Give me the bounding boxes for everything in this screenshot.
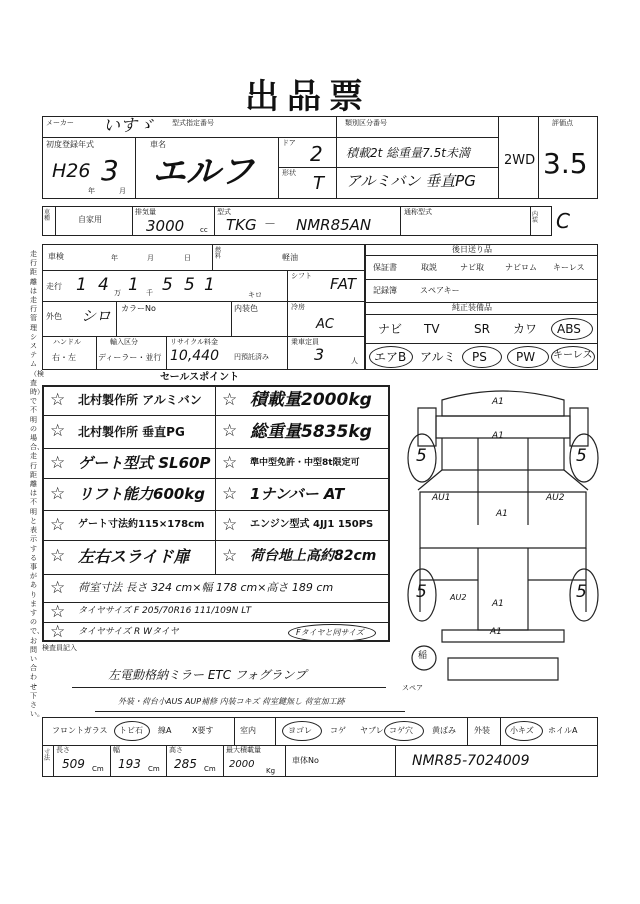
sales-point: エンジン型式 4JJ1 150PS <box>250 519 374 530</box>
mileage-digit: 1 <box>76 275 87 295</box>
sales-point: 北村製作所 垂直PG <box>78 425 185 439</box>
star-icon: ☆ <box>222 453 238 473</box>
cc-unit: cc <box>200 226 208 234</box>
equipment-item: PS <box>472 350 487 364</box>
load-spec: 積載2t 総重量7.5t未満 <box>346 146 470 160</box>
mileage-label: 走行 <box>46 282 62 291</box>
interior-cond-label: 室内 <box>240 726 256 735</box>
damage-mark: 5 <box>416 446 427 466</box>
later-items-title: 後日送り品 <box>452 245 492 254</box>
later-item: 保証書 <box>373 263 397 272</box>
capacity-value: 3 <box>314 345 325 364</box>
color-no-label: カラーNo <box>121 304 156 313</box>
capacity-label: 乗車定員 <box>291 338 319 346</box>
year-unit: 年 <box>88 187 95 195</box>
condition-notes: 外装・荷台小AUS AUP補修 内装コキズ 荷室鍵無し 荷室加工跡 <box>118 697 345 706</box>
door-label: ドア <box>282 139 296 147</box>
model-code-label: 型式指定番号 <box>172 119 214 127</box>
displacement-label: 排気量 <box>135 208 156 216</box>
km-unit: キロ <box>248 291 262 299</box>
category-code-label: 類別区分番号 <box>345 119 387 127</box>
type-label: 型式 <box>217 208 231 216</box>
equipment-notes: 左電動格納ミラー ETC フォグランプ <box>108 668 307 682</box>
height-value: 285 <box>174 757 197 771</box>
ac-label: 冷房 <box>291 303 305 311</box>
exterior-option: 小キズ <box>510 726 534 735</box>
interior-option: コゲ穴 <box>389 726 413 735</box>
star-icon: ☆ <box>50 484 66 504</box>
tire-size-rear: タイヤサイズ R Wタイヤ <box>78 627 179 637</box>
maker-value: いすゞ <box>103 116 154 136</box>
equipment-item: PW <box>516 350 536 364</box>
max-load-unit: Kg <box>266 767 276 775</box>
length-label: 長さ <box>56 746 70 754</box>
length-value: 509 <box>62 757 85 771</box>
handle-label: ハンドル <box>53 338 81 346</box>
mileage-digit: 5 <box>162 275 173 295</box>
later-item: 記録簿 <box>373 286 397 295</box>
equipment-item: TV <box>424 322 440 336</box>
recycle-unit: 円預託済み <box>234 353 269 361</box>
equipment-item: SR <box>474 322 490 336</box>
first-reg-label: 初度登録年式 <box>46 140 94 149</box>
shaken-year-unit: 年 <box>111 254 118 262</box>
damage-mark: AU1 <box>432 493 451 503</box>
grade-label: 評価点 <box>552 119 573 127</box>
later-item: ナビ取 <box>460 263 484 272</box>
interior-grade-label: 内装 <box>532 211 539 224</box>
sales-point: 積載量2000kg <box>250 390 372 410</box>
shaken-label: 車検 <box>48 252 64 261</box>
chassis-value: NMR85-7024009 <box>412 753 530 769</box>
ac-value: AC <box>316 317 334 332</box>
star-icon: ☆ <box>222 390 238 410</box>
month-unit: 月 <box>119 187 126 195</box>
windshield-option: トビ石 <box>119 726 143 735</box>
exterior-value: シロ <box>81 307 112 325</box>
length-unit: Cm <box>92 765 104 773</box>
later-item: キーレス <box>553 263 585 272</box>
sales-point: 北村製作所 アルミバン <box>78 393 202 407</box>
sales-title: セールスポイント <box>160 372 240 383</box>
exterior-option: ホイルA <box>548 726 578 735</box>
mileage-digit: 4 <box>98 275 109 295</box>
use-value: 自家用 <box>78 215 102 224</box>
equipment-item: エアB <box>374 350 407 364</box>
max-load-value: 2000 <box>229 759 255 770</box>
interior-option: ヨゴレ <box>288 726 312 735</box>
tire-size-front: タイヤサイズ F 205/70R16 111/109N LT <box>78 606 252 616</box>
star-icon: ☆ <box>50 515 66 535</box>
handle-value: 右・左 <box>52 353 76 362</box>
side-note: 走行距離は走行管理システム（検査時）で不明の場合、走行距離は不明と表示する事がありますので、お問い合わせ下さい。 <box>30 250 44 719</box>
drive-value: 2WD <box>504 153 536 168</box>
shift-label: シフト <box>291 272 312 280</box>
star-icon: ☆ <box>50 390 66 410</box>
exterior-label: 外色 <box>46 312 62 321</box>
sales-point: 左右スライド扉 <box>78 547 190 566</box>
car-name-value: エルフ <box>152 152 254 192</box>
equipment-item: アルミ <box>420 350 456 364</box>
star-icon: ☆ <box>222 546 238 566</box>
star-icon: ☆ <box>50 578 66 598</box>
interior-color-label: 内装色 <box>234 304 258 313</box>
equipment-title: 純正装備品 <box>452 303 492 312</box>
windshield-option: X要す <box>192 726 214 735</box>
body-spec: アルミバン 垂直PG <box>346 172 476 190</box>
shape-label: 形状 <box>282 169 296 177</box>
shaken-month-unit: 月 <box>147 254 154 262</box>
damage-mark: 5 <box>576 582 587 602</box>
import-value: ディーラー・並行 <box>98 353 162 362</box>
truck-diagram <box>398 380 608 690</box>
width-value: 193 <box>118 757 141 771</box>
recycle-value: 10,440 <box>170 348 219 364</box>
mileage-digit: 1 <box>128 275 139 295</box>
sales-point: リフト能力600kg <box>78 485 206 503</box>
damage-mark: A1 <box>492 431 504 441</box>
star-icon: ☆ <box>50 602 66 622</box>
dims-label: 寸法 <box>44 749 51 762</box>
height-label: 高さ <box>169 746 183 754</box>
windshield-option: 線A <box>158 726 172 735</box>
interior-option: コゲ <box>330 726 346 735</box>
max-load-label: 最大積載量 <box>226 746 261 754</box>
type-dash: － <box>264 217 277 231</box>
car-name-label: 車名 <box>150 140 166 149</box>
door-value: 2 <box>310 142 323 166</box>
star-icon: ☆ <box>222 484 238 504</box>
tire-note: Fタイヤと同サイズ <box>296 628 364 637</box>
damage-mark: A1 <box>496 509 508 519</box>
common-type-label: 通称型式 <box>404 208 432 216</box>
chassis-label: 車体No <box>292 756 319 765</box>
mileage-digit: 5 <box>184 275 195 295</box>
star-icon: ☆ <box>50 546 66 566</box>
windshield-label: フロントガラス <box>52 726 108 735</box>
use-label: 車種 <box>44 209 51 222</box>
star-icon: ☆ <box>50 421 66 441</box>
first-reg-month: 3 <box>101 154 119 187</box>
cargo-dimensions: 荷室寸法 長さ 324 cm×幅 178 cm×高さ 189 cm <box>78 581 334 594</box>
interior-option: ヤブレ <box>360 726 384 735</box>
star-icon: ☆ <box>50 453 66 473</box>
damage-mark: AU2 <box>450 593 467 602</box>
type-prefix: TKG <box>226 216 257 234</box>
grade-value: 3.5 <box>543 147 588 180</box>
type-code: NMR85AN <box>296 216 372 234</box>
shape-value: T <box>313 173 324 194</box>
damage-mark: A1 <box>492 397 504 407</box>
fuel-value: 軽油 <box>282 253 298 262</box>
exterior-cond-label: 外装 <box>474 726 490 735</box>
width-unit: Cm <box>148 765 160 773</box>
damage-mark: AU2 <box>546 493 565 503</box>
damage-mark: A1 <box>490 627 502 637</box>
interior-grade-value: C <box>556 209 570 233</box>
inspector-label: 検査員記入 <box>42 644 77 652</box>
sales-point: 荷台地上高約82cm <box>250 548 377 564</box>
shaken-day-unit: 日 <box>184 254 191 262</box>
later-item: スペアキー <box>420 286 460 295</box>
star-icon: ☆ <box>222 421 238 441</box>
damage-mark: 稲 <box>418 651 428 661</box>
spare-label: スペア <box>402 684 423 692</box>
maker-label: メーカー <box>46 119 74 127</box>
damage-mark: 5 <box>416 582 427 602</box>
fuel-label: 燃料 <box>215 247 222 260</box>
equipment-item: ナビ <box>378 322 403 336</box>
interior-option: 黄ばみ <box>432 726 456 735</box>
sales-point: ゲート型式 SL60P <box>78 454 211 472</box>
later-item: 取説 <box>421 263 437 272</box>
sales-point: 1ナンバー AT <box>250 485 345 503</box>
damage-mark: A1 <box>492 599 504 609</box>
star-icon: ☆ <box>222 515 238 535</box>
mileage-digit: 1 <box>204 275 215 295</box>
recycle-label: リサイクル料金 <box>170 338 219 346</box>
shift-value: FAT <box>330 275 357 293</box>
damage-mark: 5 <box>576 446 587 466</box>
page-title: 出品票 <box>245 77 371 117</box>
first-reg-era: H26 <box>52 160 91 182</box>
sales-point: ゲート寸法約115×178cm <box>78 519 205 530</box>
import-label: 輸入区分 <box>110 338 138 346</box>
equipment-item: ABS <box>557 322 581 336</box>
sen-unit: 千 <box>146 289 153 297</box>
width-label: 幅 <box>113 746 120 754</box>
man-unit: 万 <box>114 289 121 297</box>
sales-point: 準中型免許・中型8t限定可 <box>250 458 360 468</box>
capacity-unit: 人 <box>351 357 358 365</box>
displacement-value: 3000 <box>146 217 185 235</box>
sales-point: 総重量5835kg <box>250 422 372 442</box>
star-icon: ☆ <box>50 622 66 642</box>
equipment-item: キーレス <box>553 350 593 361</box>
height-unit: Cm <box>204 765 216 773</box>
equipment-item: カワ <box>513 322 538 336</box>
later-item: ナビロム <box>505 263 537 272</box>
